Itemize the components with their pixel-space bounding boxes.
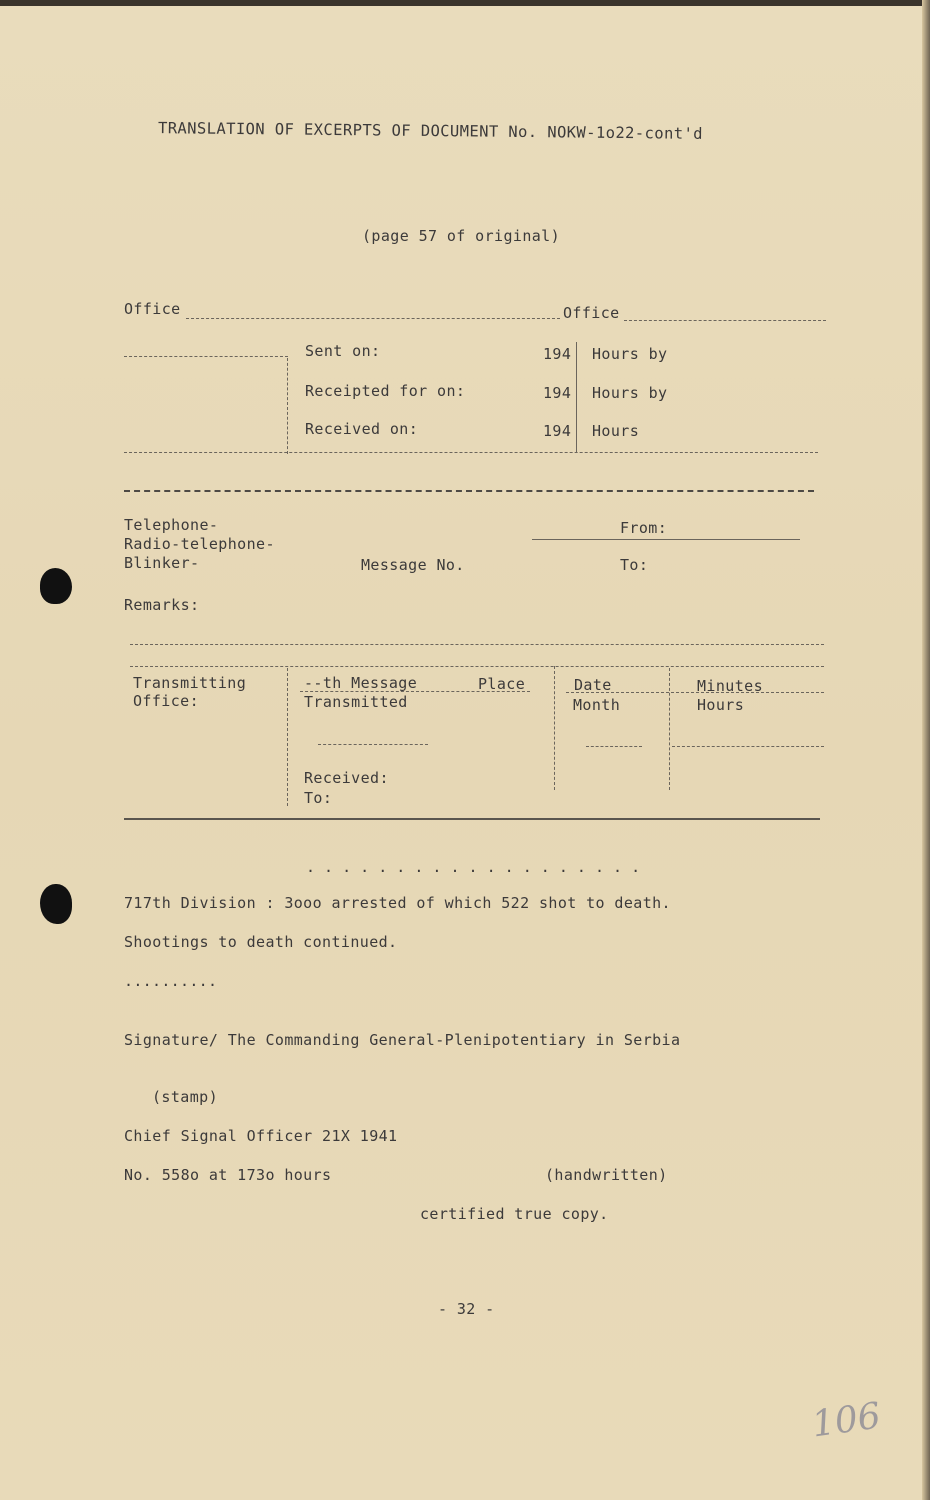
office-label: Office:	[133, 692, 200, 710]
received-on-year: 194	[543, 422, 572, 440]
short-ellipsis: ..........	[124, 972, 218, 990]
transmitting-label: Transmitting	[133, 674, 247, 692]
top-block-divider	[287, 358, 288, 454]
punch-hole-bottom	[40, 884, 72, 924]
month-label: Month	[573, 696, 621, 714]
message-no-label: Message No.	[361, 556, 465, 574]
office-right-line	[624, 320, 826, 321]
page-reference: (page 57 of original)	[362, 227, 561, 245]
date-minutes-line	[566, 692, 824, 693]
bottom-block-bottom-line	[124, 818, 820, 820]
chief-signal-officer: Chief Signal Officer 21X 1941	[124, 1127, 398, 1145]
handwritten-note: (handwritten)	[545, 1166, 668, 1184]
scan-right-edge	[922, 0, 930, 1500]
ellipsis-line: . . . . . . . . . . . . . . . . . . .	[306, 858, 641, 876]
received-to-label: To:	[304, 789, 333, 807]
place-label: Place	[478, 675, 526, 693]
from-label: From:	[620, 519, 668, 537]
transmitted-row-line	[318, 744, 428, 745]
top-block-bottom-line	[124, 452, 818, 453]
punch-hole-top	[40, 568, 72, 604]
received-label: Received:	[304, 769, 389, 787]
received-on-label: Received on:	[305, 420, 419, 438]
handwritten-page-number: 106	[809, 1395, 884, 1446]
receipted-on-hours: Hours by	[592, 384, 668, 402]
office-right-label: Office	[563, 304, 620, 322]
message-number-line: No. 558o at 173o hours	[124, 1166, 332, 1184]
mode-radio-telephone: Radio-telephone-	[124, 535, 275, 553]
receipted-on-label: Receipted for on:	[305, 382, 466, 400]
office-left-label: Office	[124, 300, 181, 318]
certified-copy: certified true copy.	[420, 1205, 609, 1223]
bottom-divider-3	[669, 668, 670, 790]
bottom-divider-2	[554, 666, 555, 790]
mode-blinker: Blinker-	[124, 554, 200, 572]
received-on-hours: Hours	[592, 422, 640, 440]
hours-row-line	[672, 746, 824, 747]
receipted-on-year: 194	[543, 384, 572, 402]
date-row-line	[586, 746, 642, 747]
sent-on-year: 194	[543, 345, 572, 363]
remarks-label: Remarks:	[124, 596, 200, 614]
year-column-divider	[576, 342, 577, 452]
message-label: --th Message	[304, 674, 418, 692]
sent-on-hours: Hours by	[592, 345, 668, 363]
hours-label: Hours	[697, 696, 745, 714]
shootings-line: Shootings to death continued.	[124, 933, 398, 951]
page-number: - 32 -	[438, 1300, 495, 1318]
mode-telephone: Telephone-	[124, 516, 219, 534]
minutes-label: Minutes	[697, 677, 764, 695]
date-label: Date	[574, 676, 612, 694]
stamp-note: (stamp)	[152, 1088, 219, 1106]
top-block-left-line	[124, 356, 288, 357]
signature-line: Signature/ The Commanding General-Plenipotentiary in Serbia	[124, 1031, 681, 1049]
from-line	[532, 539, 800, 540]
message-place-line	[300, 691, 530, 692]
transmitted-label: Transmitted	[304, 693, 408, 711]
to-label: To:	[620, 556, 649, 574]
document-title: TRANSLATION OF EXCERPTS OF DOCUMENT No. NOKW-1o22-cont'd	[157, 119, 704, 143]
bottom-divider-1	[287, 668, 288, 806]
scan-top-edge	[0, 0, 930, 6]
section-separator	[124, 490, 814, 492]
office-left-line	[186, 318, 560, 319]
bottom-block-top-line	[130, 666, 824, 667]
remarks-bottom-line	[130, 644, 824, 645]
division-report-line: 717th Division : 3ooo arrested of which 522 shot to death.	[124, 894, 671, 912]
sent-on-label: Sent on:	[305, 342, 381, 360]
